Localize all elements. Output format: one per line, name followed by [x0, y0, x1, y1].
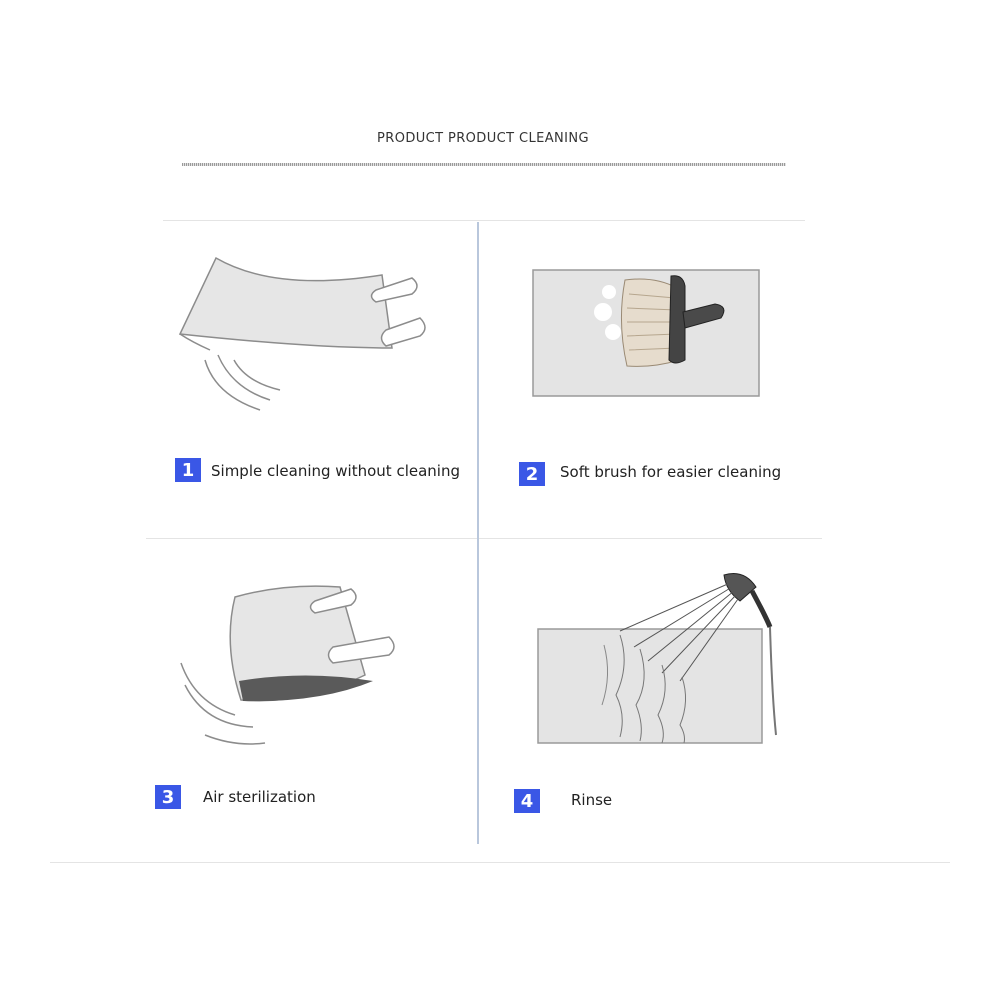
airing-mask-icon [175, 575, 415, 755]
grid-top-divider [163, 220, 805, 221]
washable-mask-icon [170, 250, 440, 430]
grid-vertical-divider [477, 222, 479, 844]
step-4-badge: 4 [514, 789, 540, 813]
grid-bottom-divider [50, 862, 950, 863]
step-2-badge: 2 [519, 462, 545, 486]
step-2-label: Soft brush for easier cleaning [560, 463, 782, 481]
step-4-label: Rinse [571, 791, 613, 809]
step-3-badge: 3 [155, 785, 181, 809]
grid-middle-divider [146, 538, 822, 539]
step-1-badge: 1 [175, 458, 201, 482]
title-underline [182, 163, 786, 166]
brush-on-sheet-icon [525, 262, 775, 402]
step-1-label: Simple cleaning without cleaning [211, 462, 460, 480]
shower-rinse-icon [530, 565, 800, 750]
step-3-label: Air sterilization [203, 788, 316, 806]
page-title: PRODUCT PRODUCT CLEANING [377, 131, 589, 146]
